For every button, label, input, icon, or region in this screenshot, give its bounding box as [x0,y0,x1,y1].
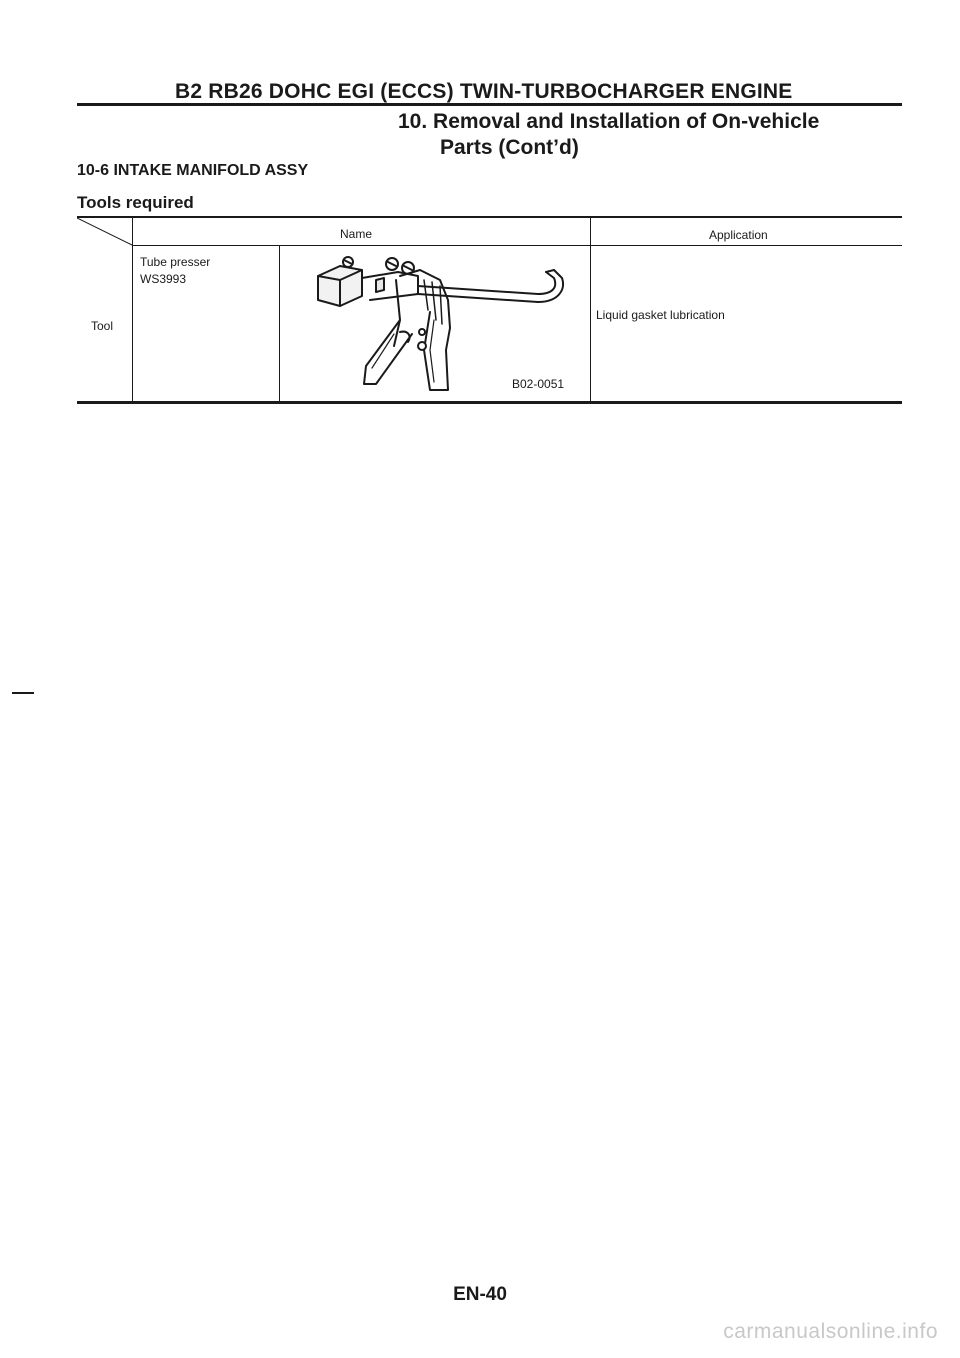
corner-diagonal-line [77,217,133,246]
margin-mark [12,692,34,694]
tools-table [0,0,960,420]
table-top-rule [77,216,902,218]
table-divider-figure [279,246,280,402]
header-application: Application [709,228,768,242]
engine-header-title: B2 RB26 DOHC EGI (ECCS) TWIN-TURBOCHARGER ENGINE [175,80,793,103]
page-number: EN-40 [453,1284,507,1305]
tools-required-heading: Tools required [77,193,194,212]
tool-name: Tube presser [140,255,211,269]
header-name: Name [340,227,373,241]
table-divider-application [590,217,591,402]
section-title-line1: 10. Removal and Installation of On-vehicle [398,110,820,133]
tube-presser-illustration [300,250,570,395]
figure-code: B02-0051 [512,377,565,391]
tool-part-number: WS3993 [140,272,187,286]
table-header-rule [132,245,902,246]
subsection-title: 10-6 INTAKE MANIFOLD ASSY [77,162,309,179]
tool-application: Liquid gasket lubrication [596,308,725,322]
section-title-line2: Parts (Cont’d) [440,136,579,159]
table-bottom-rule [77,401,902,404]
row-category: Tool [91,319,114,333]
watermark: carmanualsonline.info [723,1320,938,1343]
